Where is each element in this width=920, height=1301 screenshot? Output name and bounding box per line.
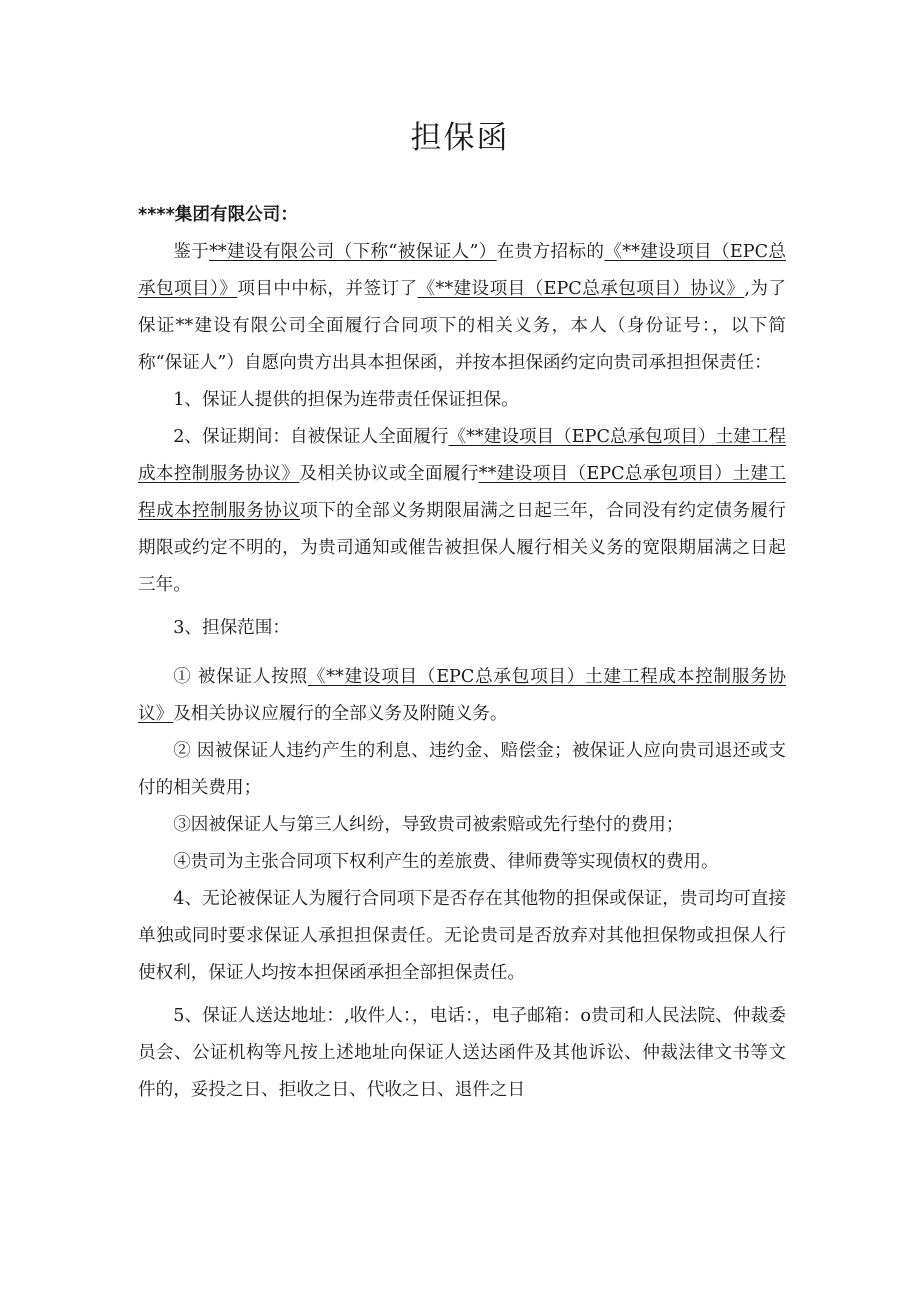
intro-text-2: 在贵方招标的 <box>496 242 605 262</box>
intro-text-1: 鉴于 <box>173 242 210 262</box>
intro-paragraph <box>138 234 786 382</box>
clause-2-text-2: 及相关协议或全面履行 <box>299 464 479 484</box>
clause-2 <box>138 419 786 604</box>
clause-3-item-3: ③因被保证人与第三人纠纷，导致贵司被索赔或先行垫付的费用； <box>173 815 684 835</box>
intro-underlined-project-name: 《**建设项目（EPC总承包项目）》 <box>138 242 786 299</box>
clause-2-underlined-agreement-2: **建设项目（EPC总承包项目）土建工程成本控制服务协议 <box>138 464 786 521</box>
clause-2-underlined-agreement: 《**建设项目（EPC总承包项目）土建工程成本控制服务协议》 <box>138 427 786 484</box>
clause-3-item-1-text-1: ① 被保证人按照 <box>173 667 308 687</box>
clause-3-item-1-underlined-agreement: 《**建设项目（EPC总承包项目）土建工程成本控制服务协议》 <box>138 667 786 724</box>
clause-2-text-3: 项下的全部义务期限届满之日起三年，合同没有约定债务履行期限或约定不明的，为贵司通知或催告被担保人履行相关义务的宽限期届满之日起三年。 <box>138 501 786 595</box>
document-body <box>138 197 786 1109</box>
clause-2-text-1: 2、保证期间：自被保证人全面履行 <box>173 427 449 447</box>
intro-text-4: ,为了保证**建设有限公司全面履行合同项下的相关义务，本人（身份证号：，以下简称“保证人”）自愿向贵方出具本担保函，并按本担保函约定向贵司承担担保责任： <box>138 279 786 373</box>
clause-3-heading: 3、担保范围： <box>173 618 290 638</box>
clause-5: 5、保证人送达地址：,收件人：，电话：，电子邮箱：o贵司和人民法院、仲裁委员会、公证机构等凡按上述地址向保证人送达函件及其他诉讼、仲裁法律文书等文件的，妥投之日、拒收之日、代收之日、退件之日 <box>138 1006 786 1100</box>
clause-3-item-1-text-2: 及相关协议应履行的全部义务及附随义务。 <box>173 704 508 724</box>
clause-1: 1、保证人提供的担保为连带责任保证担保。 <box>173 390 519 410</box>
intro-underlined-guaranteed-party: **建设有限公司（下称“被保证人”） <box>209 242 497 262</box>
document-title: 担保函 <box>410 120 510 156</box>
intro-text-3: 项目中中标，并签订了 <box>237 279 418 299</box>
clause-4: 4、无论被保证人为履行合同项下是否存在其他物的担保或保证，贵司均可直接单独或同时要求保证人承担担保责任。无论贵司是否放弃对其他担保物或担保人行使权利，保证人均按本担保函承担全部担保责任。 <box>138 889 786 983</box>
clause-3-item-4: ④贵司为主张合同项下权利产生的差旅费、律师费等实现债权的费用。 <box>173 852 719 872</box>
addressee: ****集团有限公司： <box>138 205 298 225</box>
clause-3-item-1 <box>138 659 786 733</box>
clause-3-item-2: ② 因被保证人违约产生的利息、违约金、赔偿金；被保证人应向贵司退还或支付的相关费用； <box>138 741 786 798</box>
intro-underlined-agreement-name: 《**建设项目（EPC总承包项目）协议》 <box>417 279 745 299</box>
